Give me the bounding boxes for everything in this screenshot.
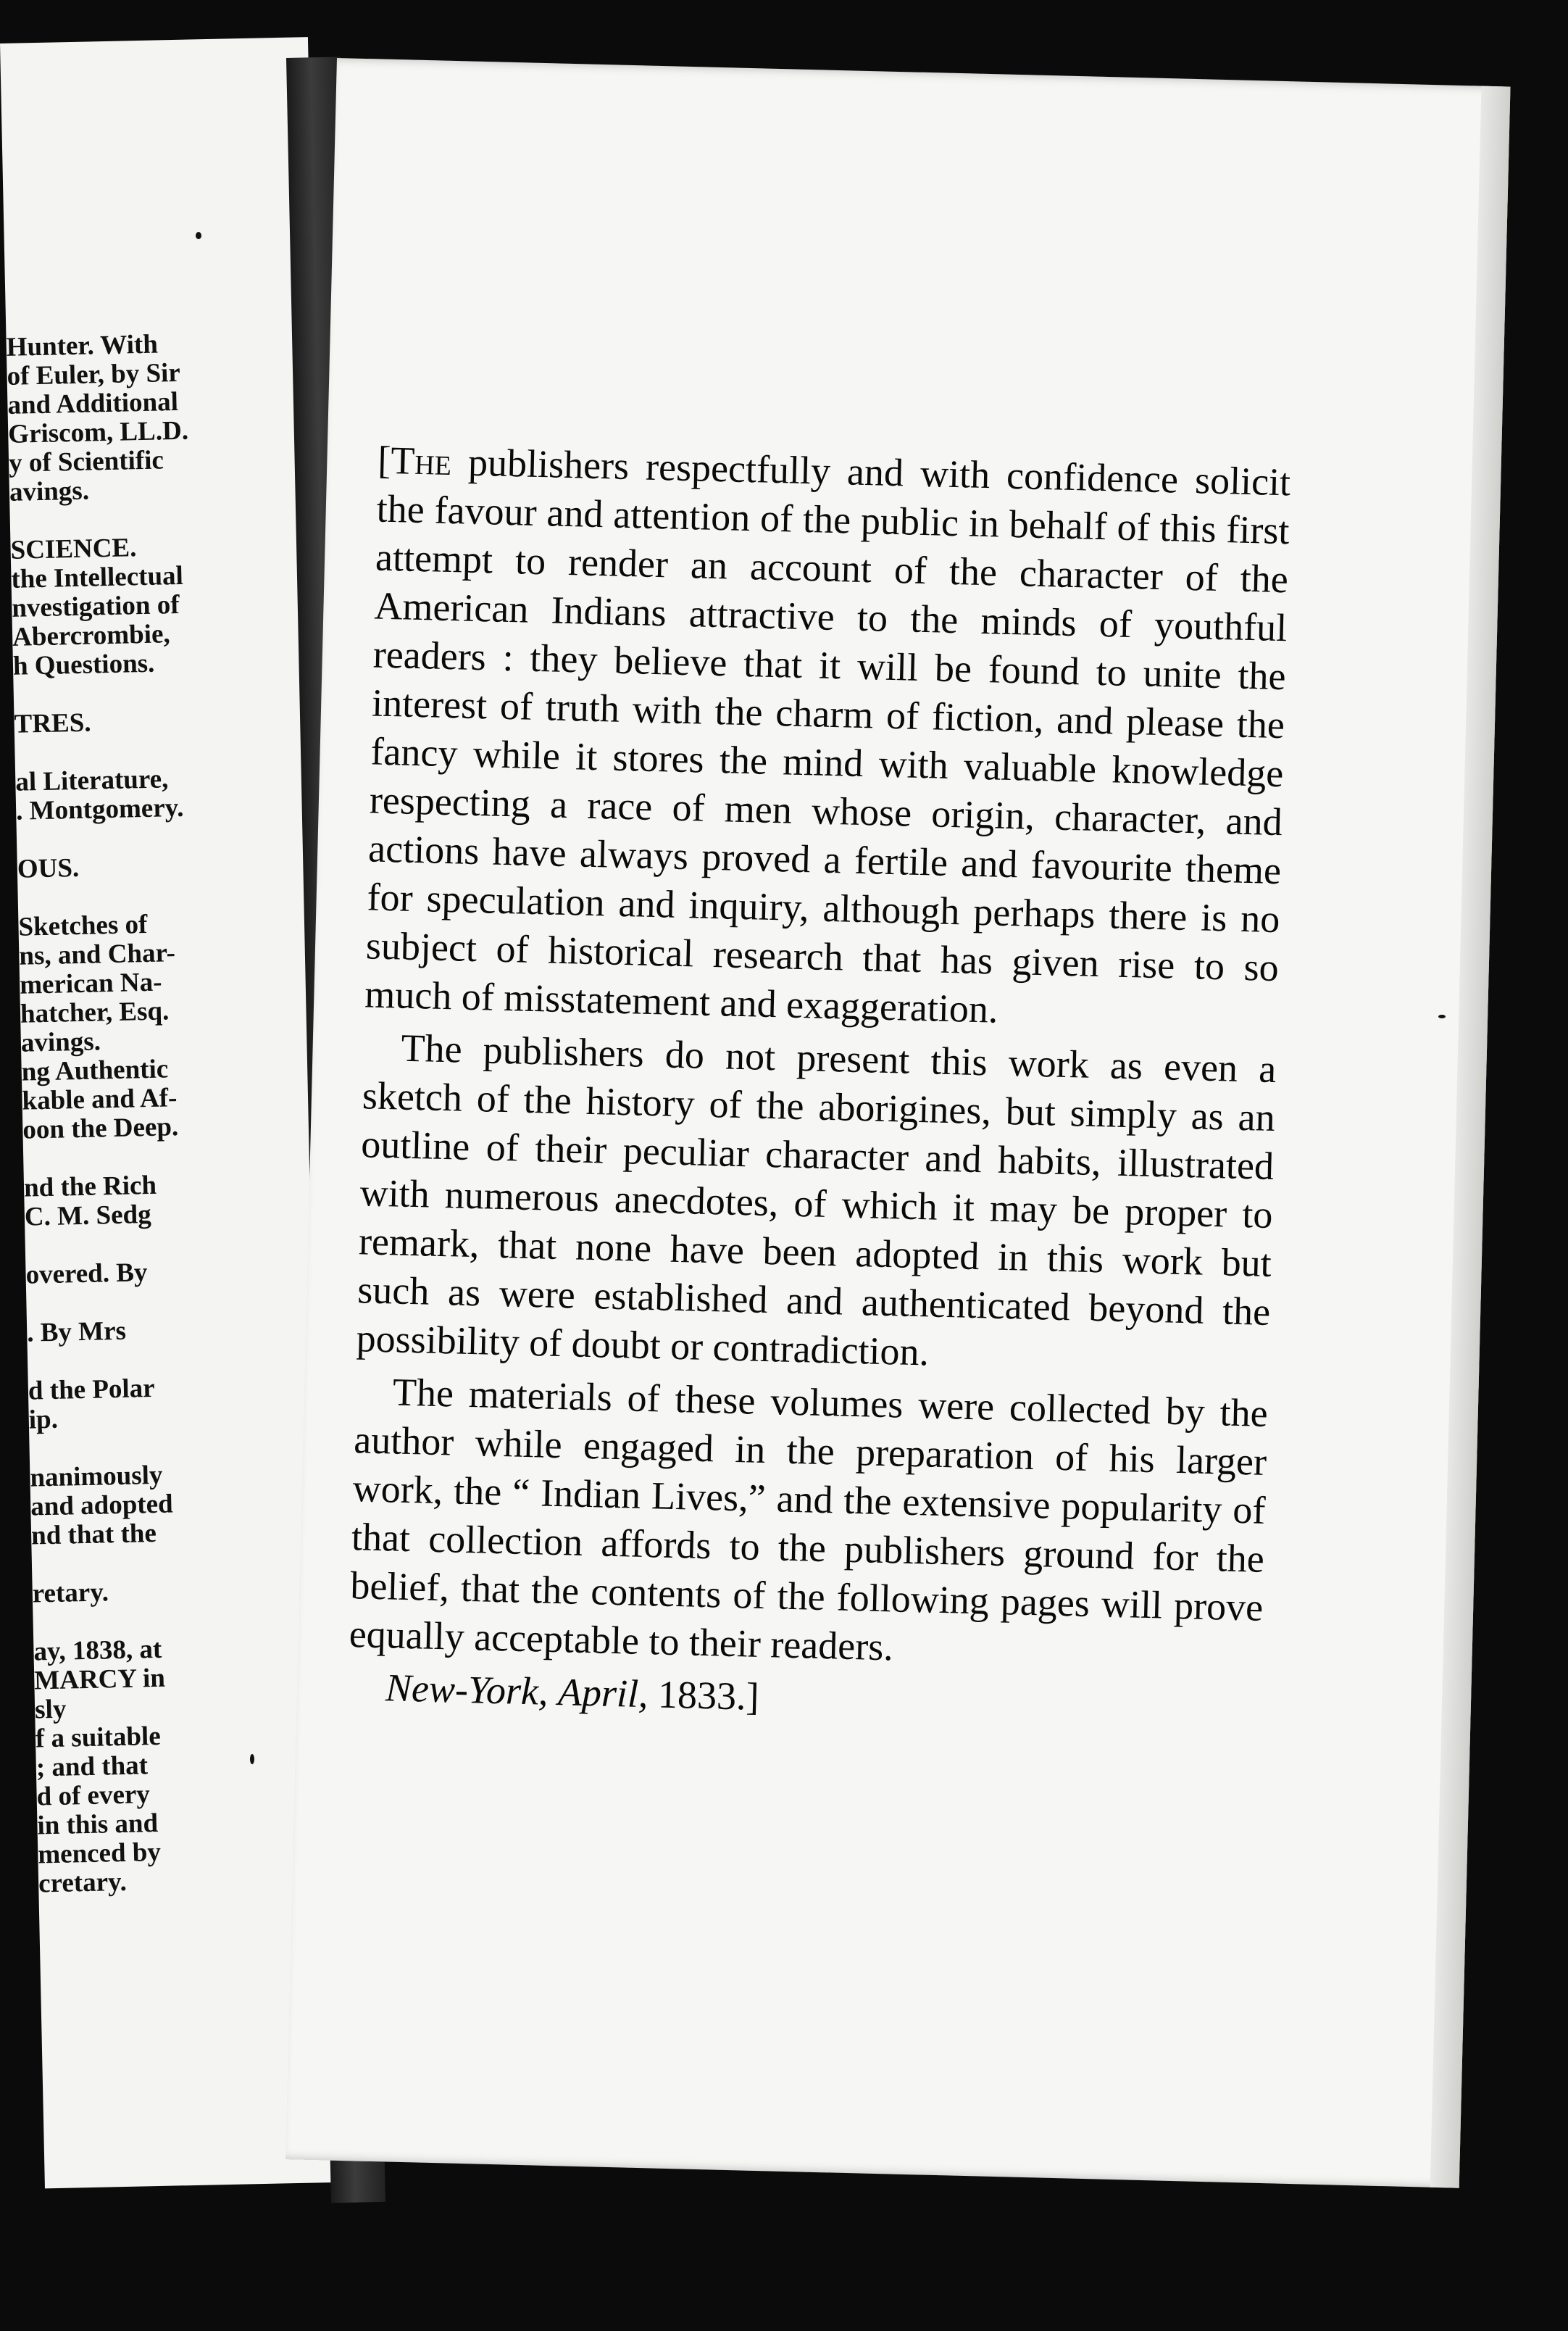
facing-page-line: avings.	[20, 1026, 101, 1058]
facing-page-line: and Additional	[7, 386, 179, 420]
facing-page-gap	[17, 821, 235, 855]
facing-page-line: of Euler, by Sir	[7, 357, 181, 391]
facing-page-gap	[26, 1285, 244, 1318]
facing-page-line: Griscom, LL.D.	[7, 415, 189, 449]
preface-page	[285, 58, 1510, 2188]
facing-page-line: nd the Rich	[23, 1170, 157, 1203]
facing-page-line: avings.	[9, 475, 90, 507]
facing-page-line: d the Polar	[28, 1373, 156, 1406]
facing-page-gap	[23, 1140, 241, 1173]
ink-speck	[250, 1754, 254, 1764]
facing-page-gap	[17, 879, 235, 913]
dateline-month: April,	[557, 1670, 649, 1716]
preface-paragraph-2: The publishers do not present this work as even a sketch of the history of the aborigines, but simply as an outline of their peculiar character and habits, illustrated with numerous anecdotes, of which it may be proper to remark, that none have been adopted in this work but such as were established and authenticated beyond the possibility of doubt or contradiction.	[356, 1026, 1277, 1374]
ink-speck	[1438, 1015, 1446, 1018]
facing-page-line: al Literature,	[14, 764, 169, 797]
ink-speck	[196, 232, 201, 239]
facing-page-line: ns, and Char-	[18, 938, 176, 971]
facing-page-line: sly	[34, 1694, 67, 1725]
facing-page-line: h Questions.	[12, 648, 155, 681]
facing-page-gap	[28, 1343, 246, 1376]
preface-paragraph-3: The materials of these volumes were collected by the author while engaged in the preparation of his larger work, the “ Indian Lives,” and the extensive popularity of that collection affords to the publishers ground for the belief, that the contents of the following pages will prove equally acceptable to their readers.	[349, 1370, 1269, 1669]
facing-page-line: menced by	[37, 1837, 162, 1870]
facing-page-line: ; and that	[36, 1750, 149, 1783]
preface-text	[347, 436, 1291, 1734]
facing-page-line: MARCY in	[33, 1663, 166, 1696]
facing-page-line: SCIENCE.	[10, 533, 137, 565]
facing-page-gap	[32, 1546, 250, 1579]
facing-page-line: nvestigation of	[11, 589, 180, 623]
facing-page-line: ay, 1838, at	[33, 1634, 162, 1667]
lead-word: The	[390, 438, 452, 484]
dateline-place: New-York,	[385, 1666, 549, 1713]
facing-page-line: Hunter. With	[6, 329, 159, 362]
facing-page-line: TRES.	[14, 707, 91, 739]
facing-page-line: oon the Deep.	[22, 1112, 179, 1145]
facing-page-line: d of every	[36, 1779, 151, 1812]
facing-page-line: . Montgomery.	[15, 792, 184, 826]
facing-page-line: kable and Af-	[22, 1083, 178, 1116]
facing-page-line: ip.	[28, 1404, 59, 1435]
facing-page-line: retary.	[32, 1577, 109, 1609]
facing-page-line: y of Scientific	[8, 445, 164, 478]
facing-page-gap	[25, 1227, 243, 1260]
paragraph-1-text: publishers respectfully and with confidence solicit the favour and attention of the public in behalf of this first attempt to render an account of the character of the American Indians attractive to the minds of youthful readers : they believe that it will be found to unite the interest of truth with the charm of fiction, and please the fancy while it stores the mind with valuable knowledge respecting a race of men whose origin, character, and actions have always proved a fertile and favourite theme for speculation and inquiry, although perhaps there is no subject of historical research that has given rise to so much of misstatement and exaggeration.	[364, 440, 1291, 1031]
facing-page-line: Sketches of	[18, 910, 148, 942]
facing-page-gap	[33, 1604, 251, 1637]
facing-page-text	[6, 329, 256, 1899]
facing-page-line: . By Mrs	[26, 1316, 127, 1348]
facing-page-line: merican Na-	[19, 967, 162, 1000]
facing-page-line: nd that the	[30, 1518, 157, 1551]
facing-page-gap	[29, 1430, 247, 1463]
facing-page-line: C. M. Sedg	[24, 1199, 152, 1232]
facing-page-line: ng Authentic	[21, 1054, 169, 1087]
dateline-year: 1833.]	[657, 1672, 760, 1719]
page-edge	[1430, 86, 1511, 2188]
facing-page-gap	[14, 735, 233, 768]
facing-page-line: Abercrombie,	[12, 619, 171, 652]
facing-page-line: OUS.	[17, 852, 80, 884]
facing-page-line: f a suitable	[35, 1721, 162, 1754]
facing-page-line: the Intellectual	[11, 560, 184, 594]
preface-paragraph-1	[364, 436, 1291, 1042]
facing-page-line: cretary.	[38, 1866, 128, 1899]
facing-page-gap	[9, 503, 228, 536]
facing-page-line: hatcher, Esq.	[20, 996, 170, 1029]
facing-page-gap	[13, 677, 231, 710]
facing-page-line: overed. By	[25, 1258, 148, 1290]
opening-bracket: [	[377, 438, 392, 482]
facing-page-line: nanimously	[30, 1460, 163, 1493]
facing-page-line: in this and	[37, 1808, 159, 1841]
facing-page-line: and adopted	[30, 1489, 174, 1522]
